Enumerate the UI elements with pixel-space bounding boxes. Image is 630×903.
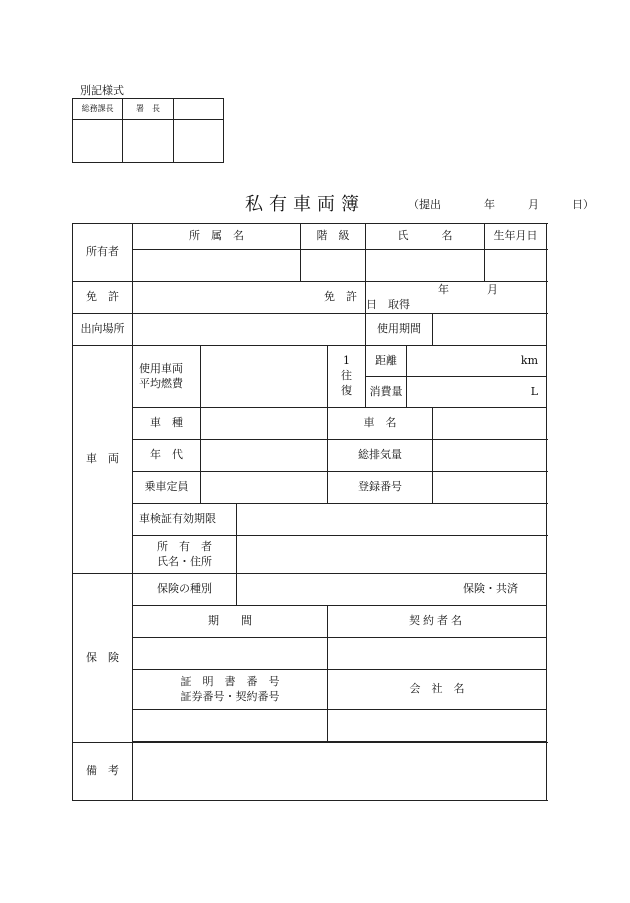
car-type-field[interactable] xyxy=(201,408,328,440)
certificate-field[interactable] xyxy=(133,710,328,742)
vehicle-owner-line1: 所 有 者 xyxy=(157,539,212,553)
roundtrip-line2: 往 xyxy=(341,369,353,383)
approval-header-blank xyxy=(173,99,223,120)
roundtrip-line3: 復 xyxy=(341,383,353,397)
capacity-field[interactable] xyxy=(201,472,328,504)
contractor-field[interactable] xyxy=(328,638,547,670)
registration-field[interactable] xyxy=(433,472,547,504)
affiliation-header: 所 属 名 xyxy=(133,224,301,250)
company-header: 会 社 名 xyxy=(328,670,547,710)
vehicle-section-label: 車 両 xyxy=(73,346,133,574)
form-label: 別記様式 xyxy=(80,84,124,97)
car-name-field[interactable] xyxy=(433,408,547,440)
usage-period-field[interactable] xyxy=(433,314,547,346)
insurance-section-label: 保 険 xyxy=(73,574,133,743)
page-title: 私有車両簿 xyxy=(245,194,365,215)
remarks-section-label: 備 考 xyxy=(73,743,133,801)
consumption-field[interactable] xyxy=(407,377,547,408)
company-field[interactable] xyxy=(328,710,547,742)
displacement-label: 総排気量 xyxy=(328,440,433,472)
rank-header: 階 級 xyxy=(301,224,366,250)
approval-header-director: 署 長 xyxy=(123,99,173,120)
usage-period-label: 使用期間 xyxy=(366,314,433,346)
affiliation-field[interactable] xyxy=(133,250,301,282)
certificate-header xyxy=(133,670,328,710)
insurance-period-field[interactable] xyxy=(133,638,328,670)
name-field[interactable] xyxy=(366,250,485,282)
submission-prefix: （提出 xyxy=(408,198,441,211)
insurance-kind-value: 保険・共済 xyxy=(463,582,519,596)
usage-fuel-label xyxy=(133,346,201,408)
roundtrip-line1: 1 xyxy=(343,354,351,368)
license-day-label: 日 取得 xyxy=(366,297,411,311)
license-date-field[interactable] xyxy=(366,282,547,314)
insurance-kind-label: 保険の種別 xyxy=(133,574,237,606)
license-month-label: 月 xyxy=(487,282,499,296)
usage-label-line2: 平均燃費 xyxy=(139,376,183,390)
roundtrip-label xyxy=(328,346,366,408)
rank-field[interactable] xyxy=(301,250,366,282)
birthdate-header: 生年月日 xyxy=(485,224,547,250)
dispatch-section-label: 出向場所 xyxy=(73,314,133,346)
approval-stamp-blank[interactable] xyxy=(173,120,223,163)
name-header: 氏 名 xyxy=(366,224,485,250)
approval-stamp-director[interactable] xyxy=(123,120,173,163)
license-section-label: 免 許 xyxy=(73,282,133,314)
car-type-label: 車 種 xyxy=(133,408,201,440)
vehicle-register-table xyxy=(72,223,547,801)
license-mid-label: 免 許 xyxy=(133,282,366,314)
distance-field[interactable] xyxy=(407,346,547,377)
approval-stamp-chief[interactable] xyxy=(73,120,123,163)
certificate-line2: 証券番号・契約番号 xyxy=(180,689,280,703)
vehicle-owner-label xyxy=(133,536,237,574)
distance-label: 距離 xyxy=(366,346,407,377)
birthdate-field[interactable] xyxy=(485,250,547,282)
car-name-label: 車 名 xyxy=(328,408,433,440)
distance-unit: km xyxy=(520,353,539,367)
usage-fuel-field[interactable] xyxy=(201,346,328,408)
dispatch-field[interactable] xyxy=(133,314,366,346)
submission-date xyxy=(408,196,594,212)
consumption-unit: L xyxy=(530,384,539,398)
displacement-field[interactable] xyxy=(433,440,547,472)
remarks-field[interactable] xyxy=(133,743,547,801)
submission-day: 日） xyxy=(572,198,594,211)
vehicle-owner-line2: 氏名・住所 xyxy=(157,554,212,568)
capacity-label: 乗車定員 xyxy=(133,472,201,504)
submission-year: 年 xyxy=(484,198,495,211)
submission-month: 月 xyxy=(528,198,539,211)
usage-label-line1: 使用車両 xyxy=(139,361,183,375)
inspection-label: 車検証有効期限 xyxy=(133,504,237,536)
approval-header-chief: 総務課長 xyxy=(73,99,123,120)
registration-label: 登録番号 xyxy=(328,472,433,504)
certificate-line1: 証 明 書 番 号 xyxy=(180,674,280,688)
insurance-period-header: 期 間 xyxy=(133,606,328,638)
owner-section-label: 所有者 xyxy=(73,224,133,282)
vehicle-owner-field[interactable] xyxy=(237,536,547,574)
approval-table xyxy=(72,98,224,163)
inspection-field[interactable] xyxy=(237,504,547,536)
insurance-kind-field[interactable] xyxy=(237,574,547,606)
year-model-label: 年 代 xyxy=(133,440,201,472)
contractor-header: 契約者名 xyxy=(328,606,547,638)
consumption-label: 消費量 xyxy=(366,377,407,408)
year-model-field[interactable] xyxy=(201,440,328,472)
license-year-label: 年 xyxy=(438,282,450,296)
